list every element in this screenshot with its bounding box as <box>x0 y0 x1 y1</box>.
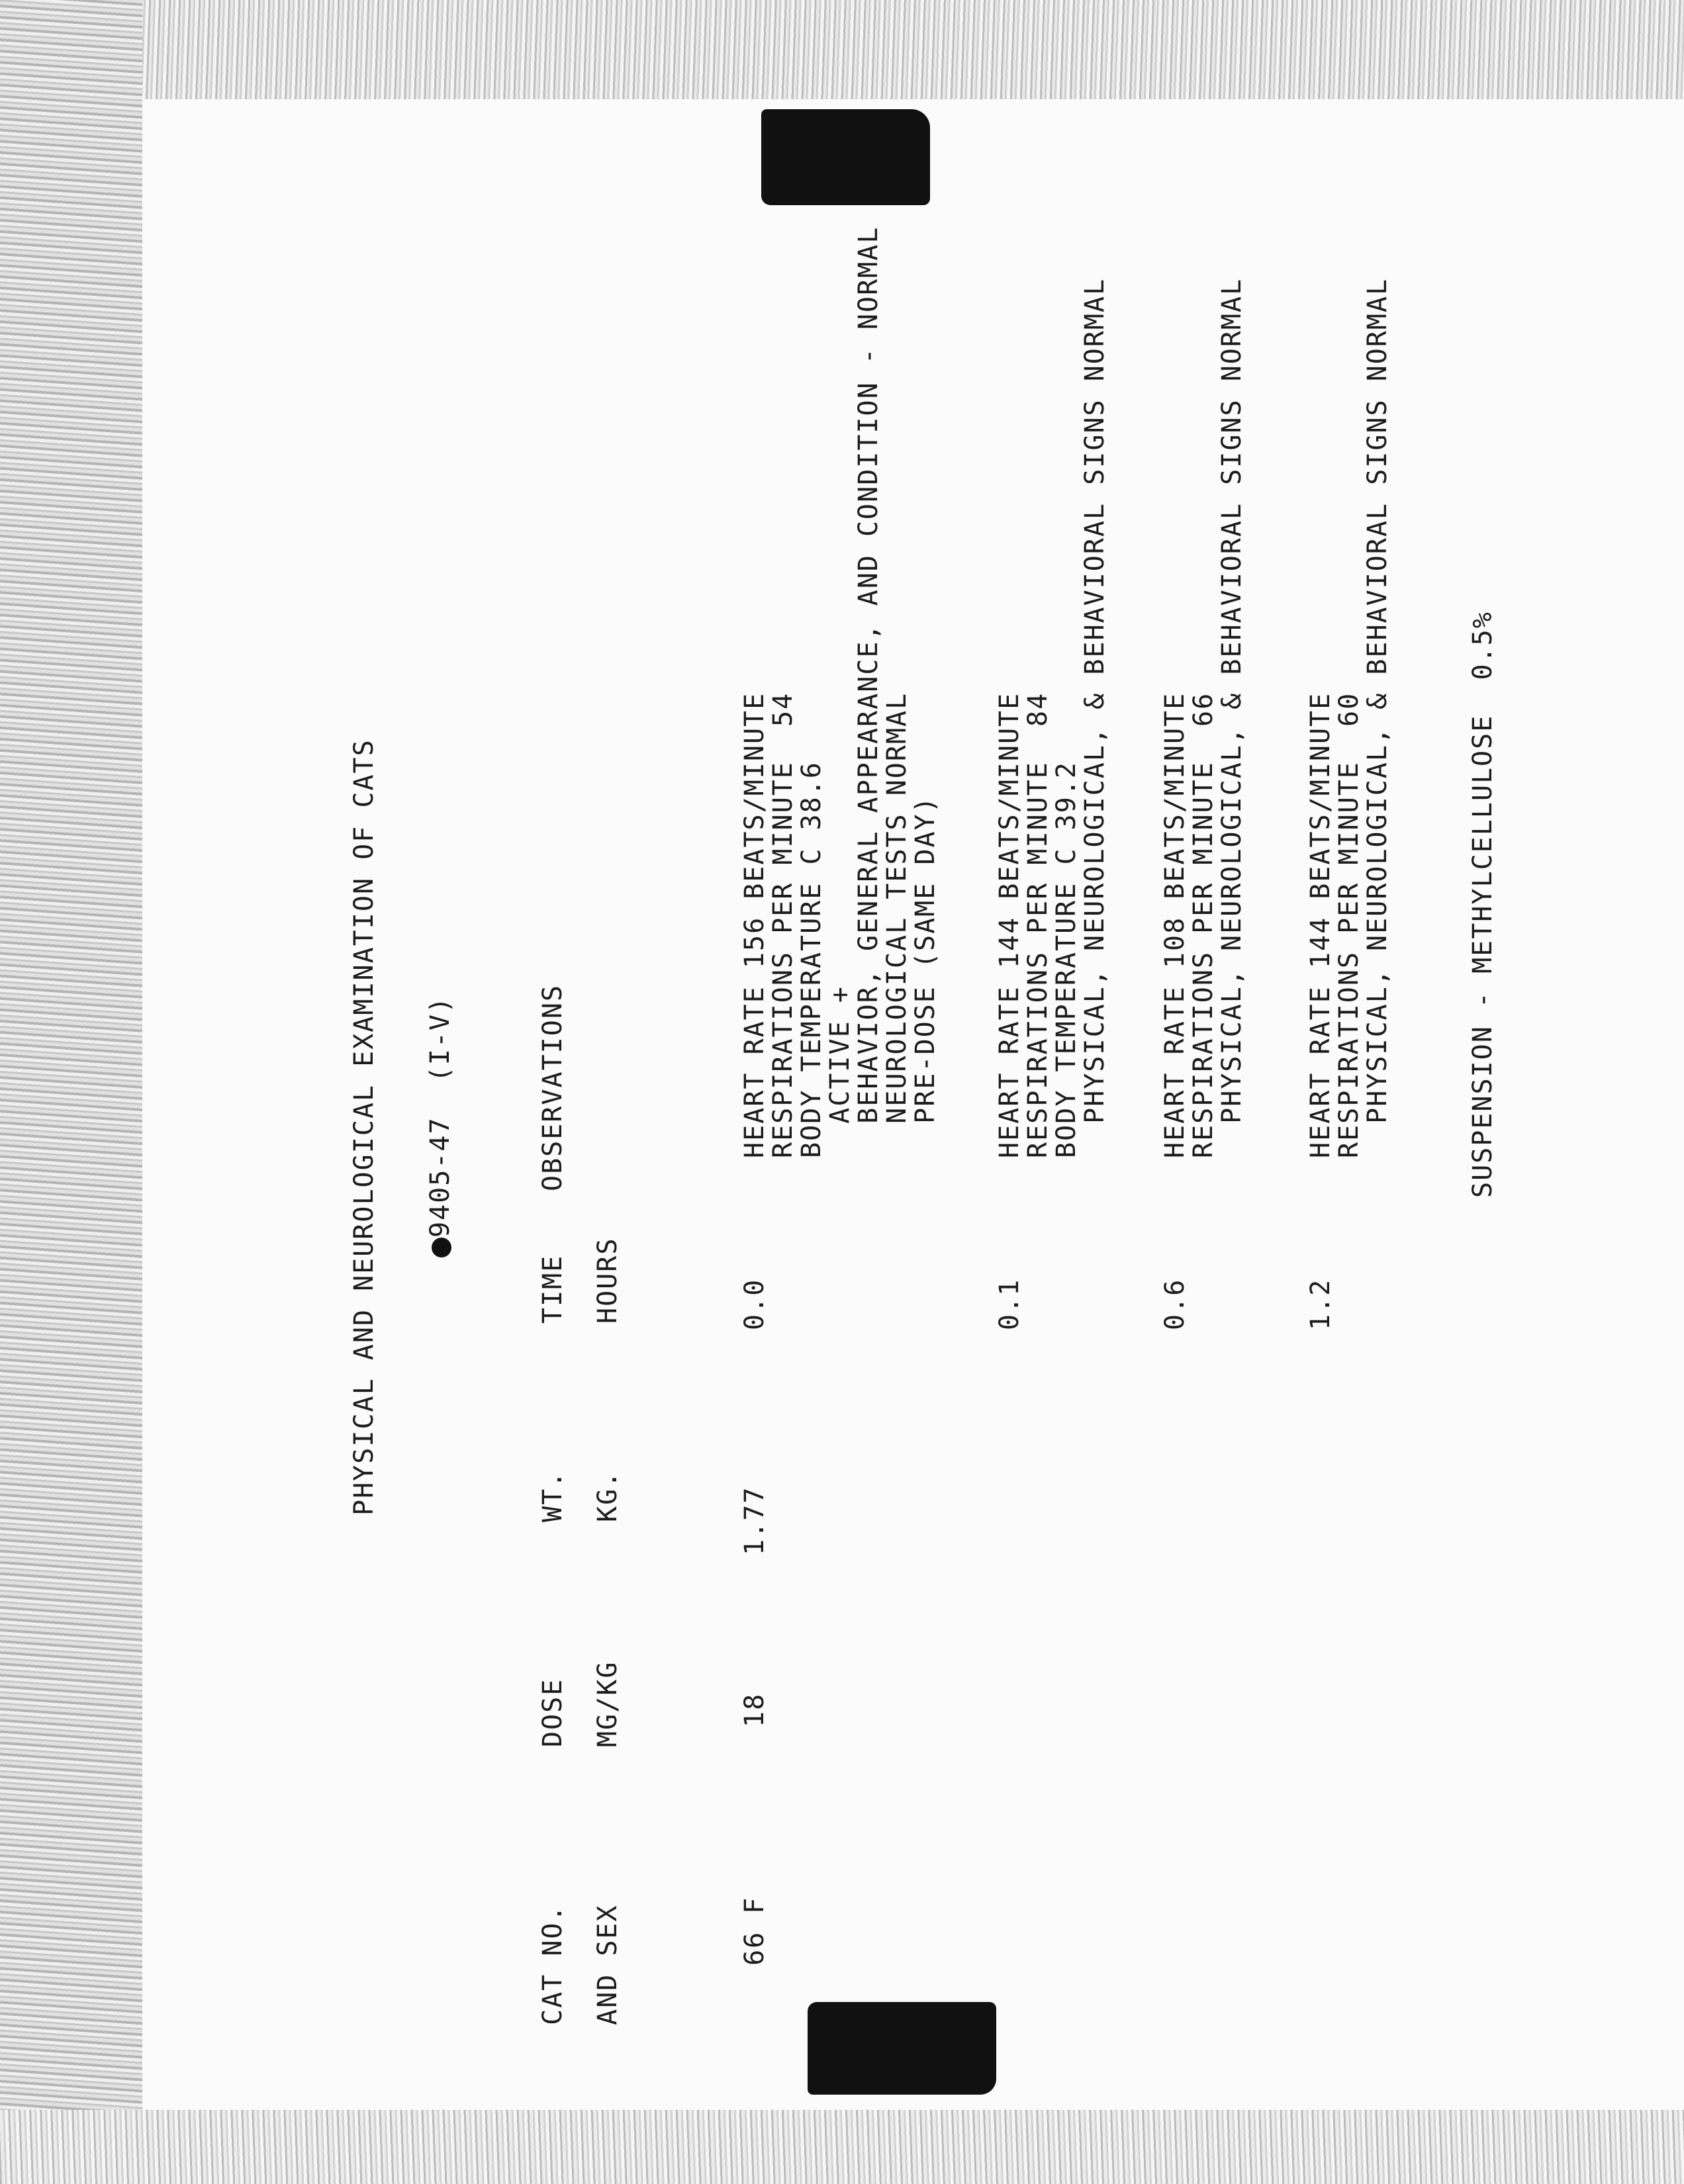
header-time: TIME <box>538 1254 568 1324</box>
cat-number-sex: 66 F <box>739 1896 770 1966</box>
observation-line: ACTIVE + <box>825 985 855 1158</box>
observation-line: PRE-DOSE (SAME DAY) <box>910 796 941 1158</box>
observation-line: HEART RATE 144 BEATS/MINUTE <box>994 692 1025 1158</box>
observation-line: BODY TEMPERATURE C 38.6 <box>796 761 827 1158</box>
entry-time: 0.1 <box>994 1278 1025 1330</box>
observation-line: BEHAVIOR, GENERAL APPEARANCE, AND CONDITION - NORMAL <box>853 226 884 1158</box>
compound-id: 9405-47 <box>425 1116 455 1238</box>
header-mg-kg: MG/KG <box>592 1661 623 1747</box>
header-kg: KG. <box>592 1470 623 1522</box>
observation-line: BODY TEMPERATURE C 39.2 <box>1051 761 1082 1158</box>
observation-line: HEART RATE 108 BEATS/MINUTE <box>1160 692 1190 1158</box>
observation-line: NEUROLOGICAL TESTS NORMAL <box>882 692 912 1158</box>
page-title: PHYSICAL AND NEUROLOGICAL EXAMINATION OF CATS <box>349 739 379 1516</box>
observation-line: RESPIRATIONS PER MINUTE 54 <box>768 692 798 1158</box>
observation-line: PHYSICAL, NEUROLOGICAL, & BEHAVIORAL SIGNS NORMAL <box>1362 277 1393 1158</box>
vehicle-note: SUSPENSION - METHYLCELLULOSE 0.5% <box>1468 611 1498 1198</box>
header-dose: DOSE <box>538 1678 568 1747</box>
dose-value: 18 <box>739 1692 770 1727</box>
compound-line <box>427 996 453 1257</box>
compound-suffix: (I-V) <box>425 995 455 1083</box>
entry-time: 0.0 <box>739 1278 770 1330</box>
header-wt: WT. <box>538 1470 568 1522</box>
observation-line: HEART RATE 144 BEATS/MINUTE <box>1305 692 1336 1158</box>
header-hours: HOURS <box>592 1237 623 1324</box>
entry-time: 1.2 <box>1305 1278 1336 1330</box>
observation-line: HEART RATE 156 BEATS/MINUTE <box>739 692 770 1158</box>
observation-line: RESPIRATIONS PER MINUTE 84 <box>1023 692 1053 1158</box>
observation-line: RESPIRATIONS PER MINUTE 66 <box>1188 692 1219 1158</box>
observation-line: RESPIRATIONS PER MINUTE 60 <box>1334 692 1364 1158</box>
header-observations: OBSERVATIONS <box>538 984 568 1191</box>
observation-line: PHYSICAL, NEUROLOGICAL, & BEHAVIORAL SIGNS NORMAL <box>1080 277 1110 1158</box>
weight-value: 1.77 <box>739 1486 770 1555</box>
header-cat-no: CAT NO. <box>538 1904 568 2025</box>
entry-time: 0.6 <box>1160 1278 1190 1330</box>
header-and-sex: AND SEX <box>592 1904 623 2025</box>
redaction-mark <box>432 1238 451 1257</box>
observation-line: PHYSICAL, NEUROLOGICAL, & BEHAVIORAL SIGNS NORMAL <box>1217 277 1247 1158</box>
